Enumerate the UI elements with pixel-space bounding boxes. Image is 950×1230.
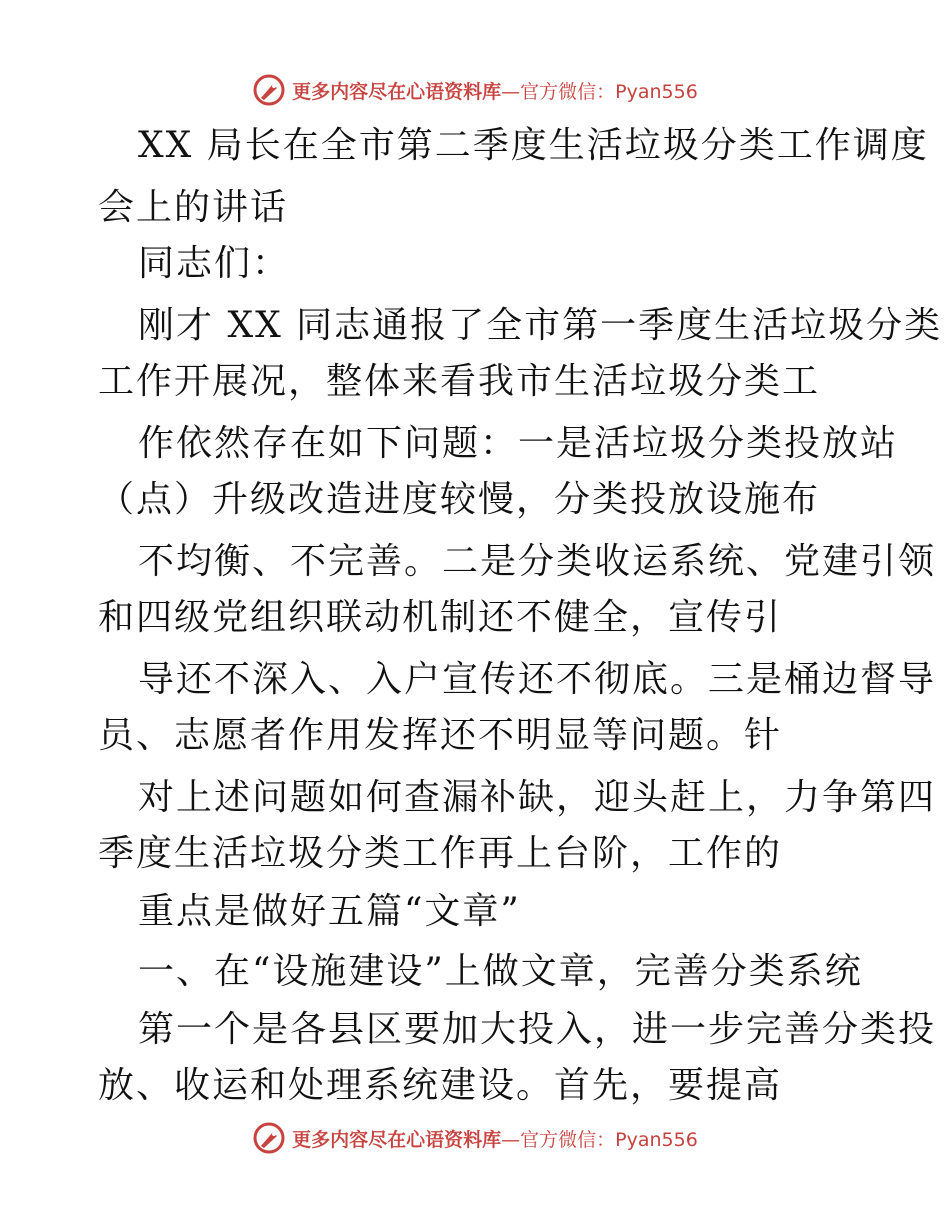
- section-heading-line: 一、在“设施建设”上做文章，完善分类系统: [138, 951, 863, 992]
- footer-watermark-banner: [0, 1118, 950, 1158]
- salutation-line: 同志们：: [138, 243, 291, 284]
- paragraph-line-7: 导还不深入、入户宣传还不彻底。三是桶边督导: [138, 659, 937, 700]
- footer-brand-text: 更多内容尽在心语资料库: [292, 1128, 502, 1151]
- footer-contact-text: 官方微信：Pyan556: [520, 1128, 698, 1151]
- header-watermark-banner: [0, 70, 950, 110]
- document-title-line-2: 会上的讲话: [98, 187, 289, 228]
- footer-separator: —: [501, 1128, 521, 1151]
- footer-watermark-text: [292, 1125, 698, 1152]
- paragraph-line-3: 作依然存在如下问题：一是活垃圾分类投放站: [138, 423, 899, 464]
- paragraph-line-10: 季度生活垃圾分类工作再上台阶，工作的: [98, 833, 783, 874]
- paragraph-line-6: 和四级党组织联动机制还不健全，宣传引: [98, 597, 783, 638]
- pen-nib-logo-icon: [252, 1121, 286, 1155]
- paragraph-line-8: 员、志愿者作用发挥还不明显等问题。针: [98, 715, 783, 756]
- paragraph-line-11: 重点是做好五篇“文章”: [138, 891, 521, 932]
- paragraph-line-2: 工作开展况，整体来看我市生活垃圾分类工: [98, 361, 821, 402]
- paragraph-line-5: 不均衡、不完善。二是分类收运系统、党建引领: [138, 541, 937, 582]
- paragraph-line-12: 第一个是各县区要加大投入，进一步完善分类投: [138, 1009, 937, 1050]
- header-separator: —: [501, 80, 521, 103]
- header-contact-text: 官方微信：Pyan556: [520, 80, 698, 103]
- paragraph-line-1: 刚才 XX 同志通报了全市第一季度生活垃圾分类: [138, 305, 943, 346]
- document-title-line-1: XX 局长在全市第二季度生活垃圾分类工作调度: [138, 125, 929, 166]
- paragraph-line-13: 放、收运和处理系统建设。首先，要提高: [98, 1065, 783, 1106]
- paragraph-line-4: （点）升级改造进度较慢，分类投放设施布: [98, 479, 821, 520]
- header-watermark-text: [292, 77, 698, 104]
- pen-nib-logo-icon: [252, 73, 286, 107]
- paragraph-line-9: 对上述问题如何查漏补缺，迎头赶上，力争第四: [138, 777, 937, 818]
- header-brand-text: 更多内容尽在心语资料库: [292, 80, 502, 103]
